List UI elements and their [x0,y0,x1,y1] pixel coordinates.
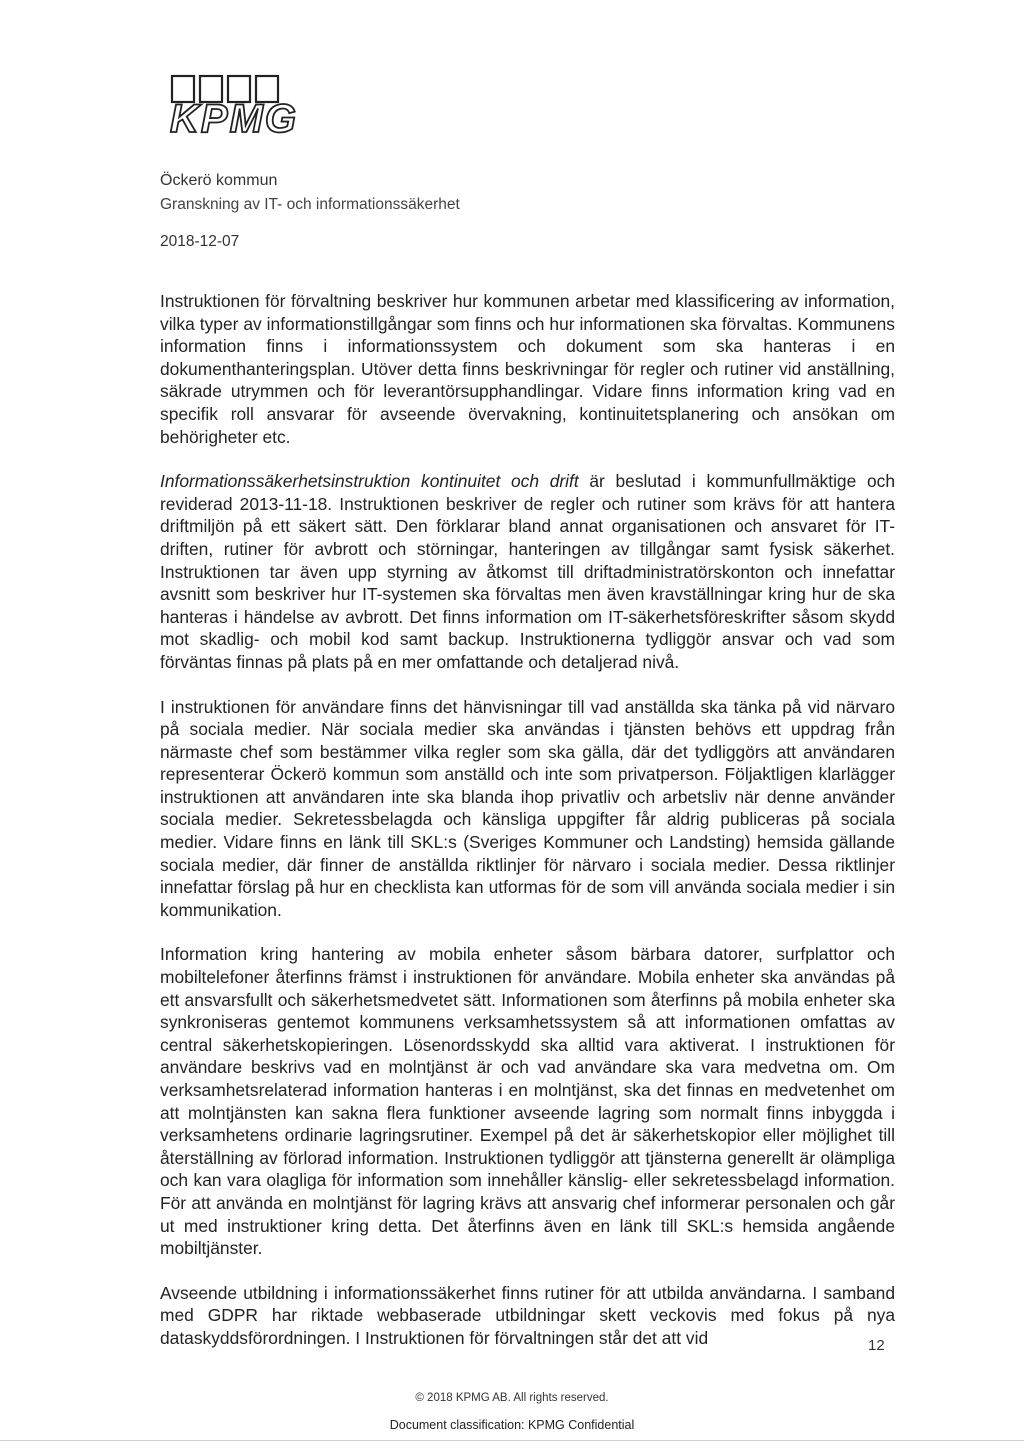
document-title-italic: Informationssäkerhetsinstruktion kontinuitet och drift [160,471,579,492]
paragraph-1: Instruktionen för förvaltning beskriver hur kommunen arbetar med klassificering av information, vilka typer av informationstillgångar som finns och hur informationen ska förvaltas. Kommunens information finns i informationssystem och dokument som ska hanteras i en dokumenthanteringsplan. Utöver detta finns beskrivningar för regler och rutiner vid anställning, säkrade utrymmen och för leverantörsupphandlingar. Vidare finns information kring vad en specifik roll ansvarar för avseende övervakning, kontinuitetsplanering och ansökan om behörigheter etc. [160,291,895,447]
body-text [160,290,895,1372]
paragraph-2-text: är beslutad i kommunfullmäktige och reviderad 2013-11-18. Instruktionen beskriver de regler och rutiner som krävs för att hantera driftmiljön på ett säkert sätt. Den förklarar bland annat organisationen och ansvaret för IT-driften, rutiner för avbrott och störningar, hanteringen av tillgångar samt fysisk säkerhet. Instruktionen tar även upp styrning av åtkomst till driftadministratörskonton och innefattar avsnitt som beskriver hur IT-systemen ska förvaltas men även kravställningar kring hur de ska hanteras i händelse av avbrott. Det finns information om IT-säkerhetsföreskrifter såsom skydd mot skadlig- och mobil kod samt backup. Instruktionerna tydliggör ansvar och vad som förväntas finnas på plats på en mer omfattande och detaljerad nivå. [160,471,895,672]
paragraph-4: Information kring hantering av mobila enheter såsom bärbara datorer, surfplattor och mobiltelefoner återfinns främst i instruktionen för användare. Mobila enheter ska användas på ett ansvarsfullt och säkerhetsmedvetet sätt. Informationen som återfinns på mobila enheter ska synkroniseras gentemot kommunens verksamhetssystem så att informationen omfattas av central säkerhetskopieringen. Lösenordsskydd ska alltid vara aktiverat. I instruktionen för användare beskrivs vad en molntjänst är och vad användare ska vara medvetna om. Om verksamhetsrelaterad information hanteras i en molntjänst, ska det finnas en medvetenhet om att molntjänsten kan sakna flera funktioner avseende lagring som normalt finns inbyggda i verksamhetens ordinarie lagringsrutiner. Exempel på det är säkerhetskopior eller möjlighet till återställning av förlorad information. Instruktionen tydliggör att tjänsterna generellt är olämpliga och kan vara olagliga för information som innehåller känslig- eller sekretessbelagd information. För att använda en molntjänst för lagring krävs att ansvarig chef informerar personalen och går ut med instruktioner kring detta. Det återfinns även en länk till SKL:s hemsida angående mobiltjänster. [160,944,895,1259]
paragraph-2 [160,470,895,673]
copyright-notice: © 2018 KPMG AB. All rights reserved. [415,1392,609,1404]
paragraph-5: Avseende utbildning i informationssäkerhet finns rutiner för att utbilda användarna. I samband med GDPR har riktade webbaserade utbildningar skett veckovis med fokus på nya dataskyddsförordningen. I Instruktionen för förvaltningen står det att vid [160,1282,895,1348]
report-subtitle: Granskning av IT- och informationssäkerhet [160,196,460,213]
page-number: 12 [868,1337,885,1354]
document-classification: Document classification: KPMG Confidential [389,1418,635,1432]
svg-text:KPMG: KPMG [170,97,298,141]
kpmg-logo [166,72,316,142]
paragraph-3: I instruktionen för användare finns det hänvisningar till vad anställda ska tänka på vid närvaro på sociala medier. När sociala medier ska användas i tjänsten behövs ett uppdrag från närmaste chef som bestämmer vilka regler som ska gälla, där det tydliggörs att användaren representerar Öckerö kommun som anställd och inte som privatperson. Följaktligen klarlägger instruktionen att användaren inte ska blanda ihop privatliv och arbetsliv när denne använder sociala medier. Sekretessbelagda och känsliga uppgifter får aldrig publiceras på sociala medier. Vidare finns en länk till SKL:s (Sveriges Kommuner och Landsting) hemsida gällande sociala medier, där finner de anställda riktlinjer för närvaro i sociala medier. Dessa riktlinjer innefattar förslag på hur en checklista kan utformas för de som vill använda sociala medier i sin kommunikation. [160,696,895,920]
organization-name: Öckerö kommun [160,172,278,189]
report-date: 2018-12-07 [160,233,240,250]
scan-edge-line [0,1440,1024,1441]
